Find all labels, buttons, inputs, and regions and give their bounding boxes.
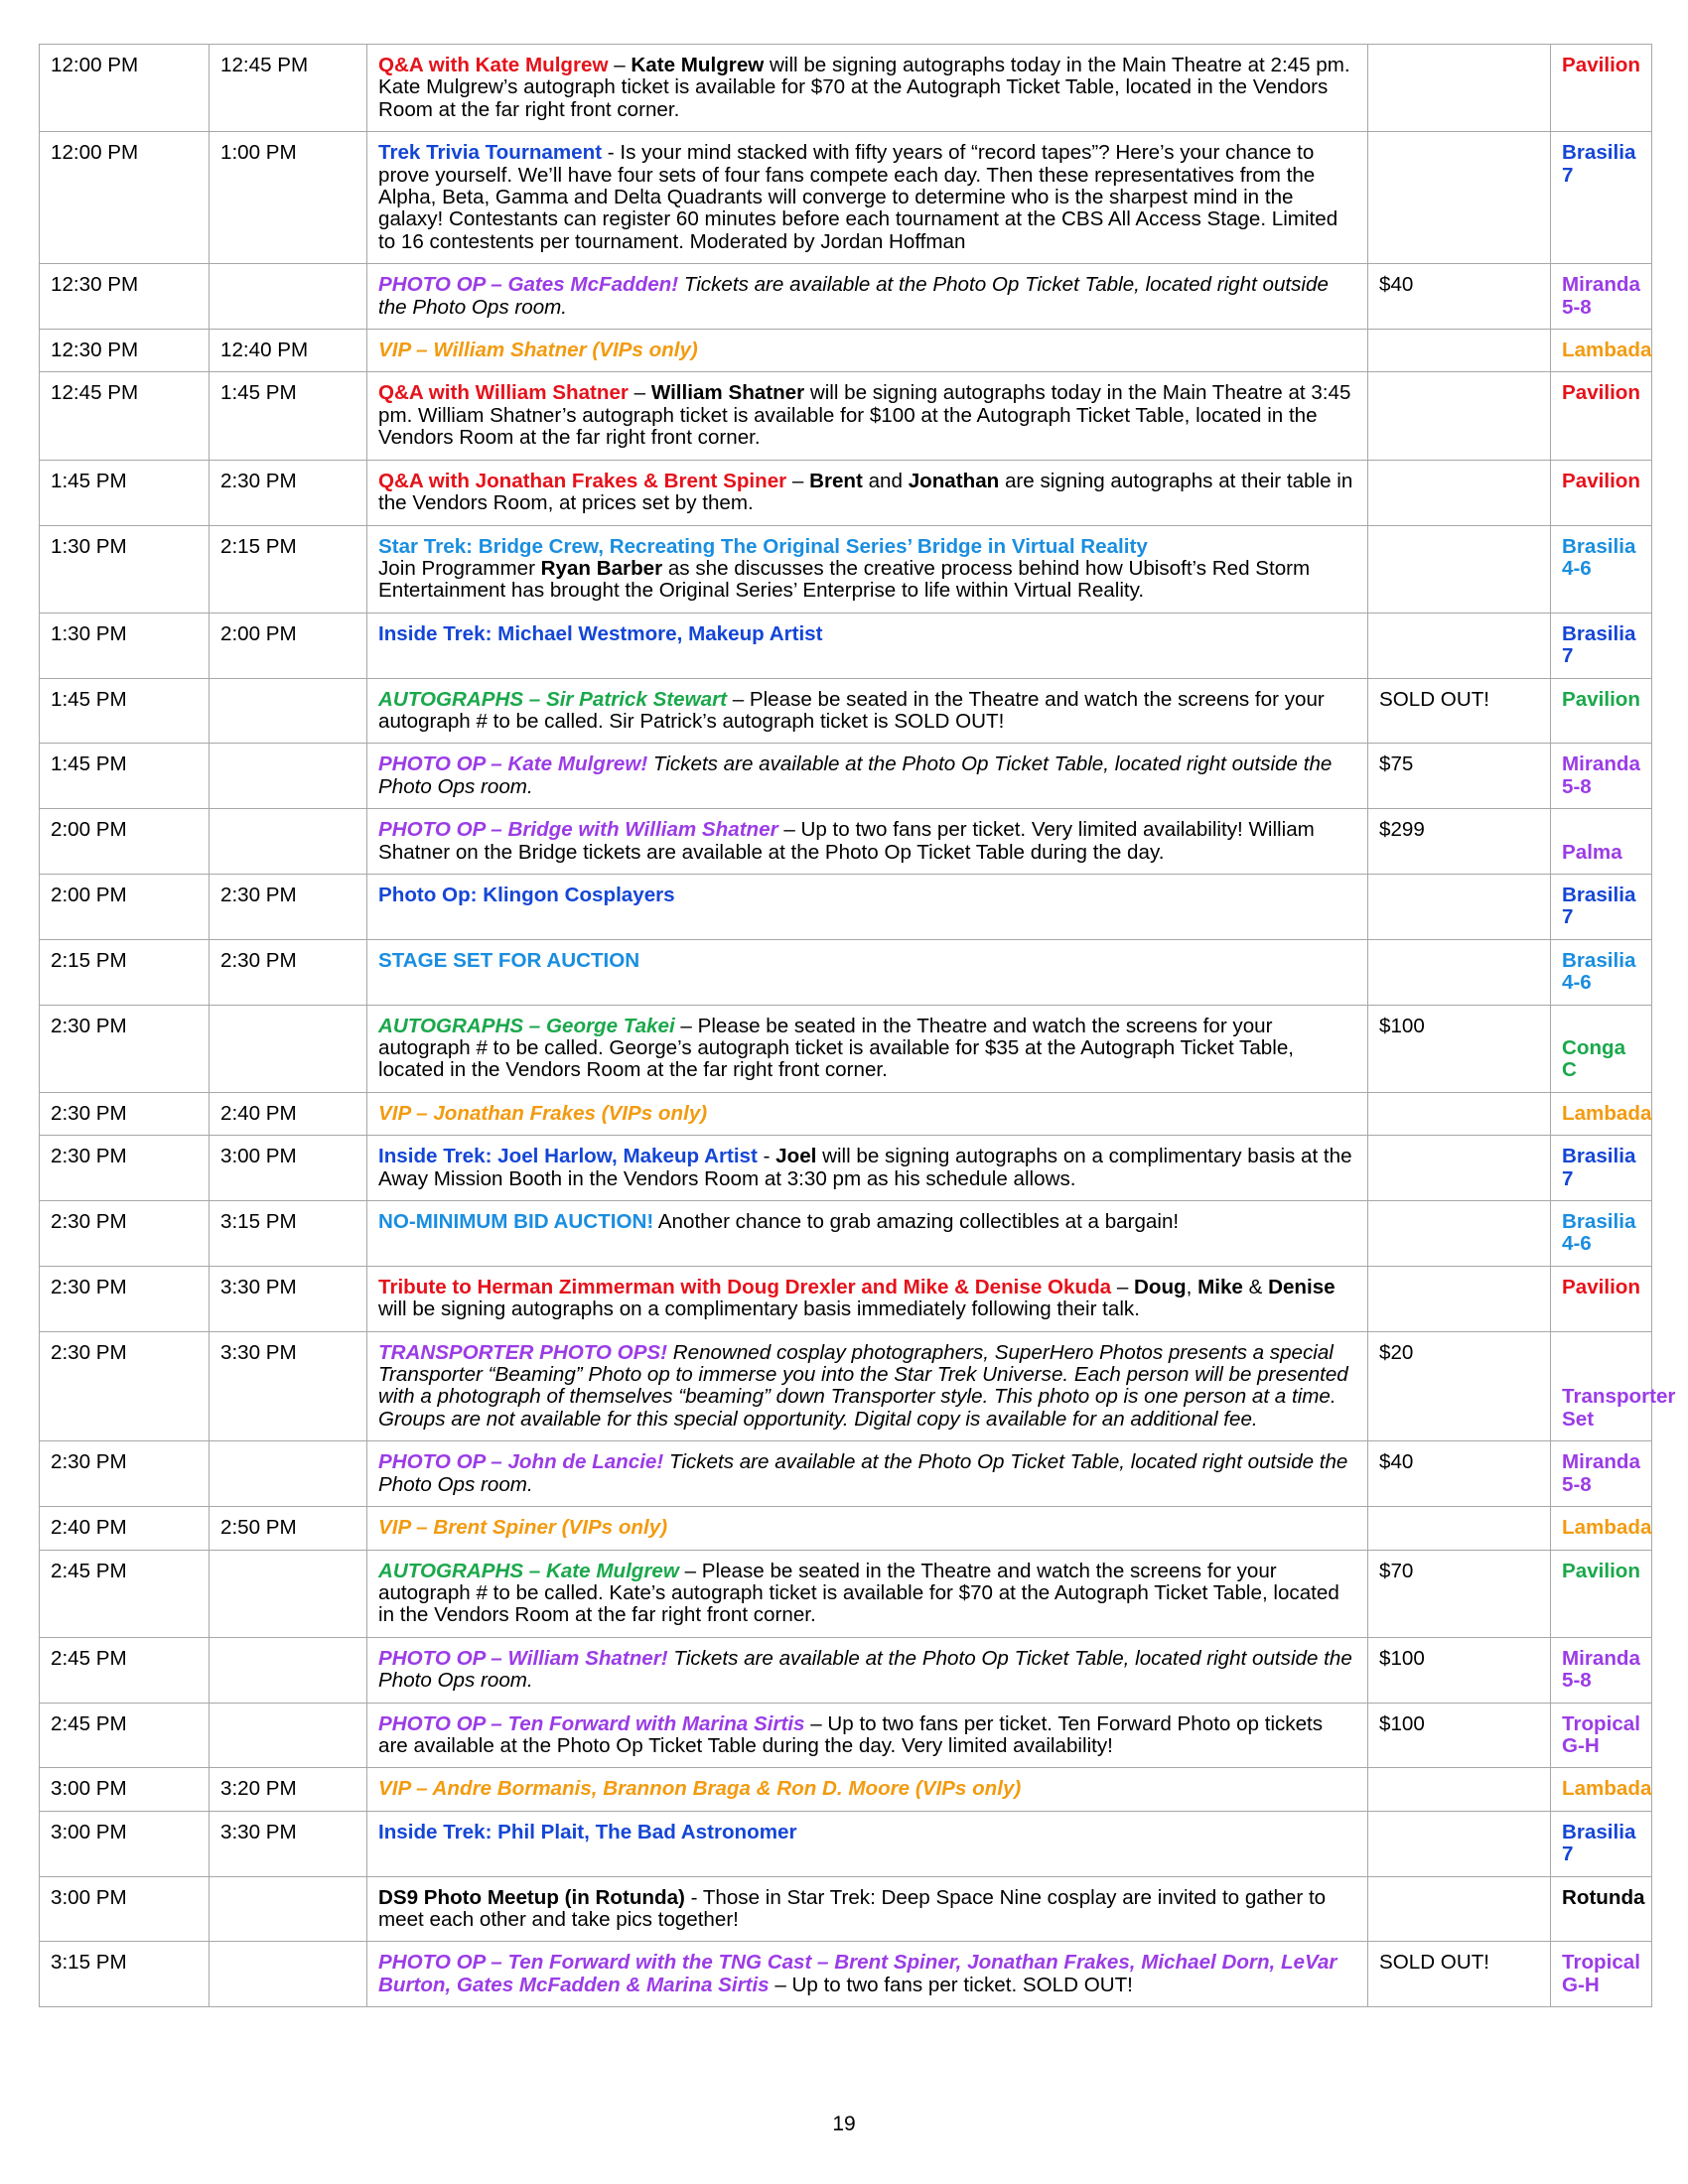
event-price	[1368, 525, 1551, 613]
event-description	[367, 1703, 1368, 1768]
event-price	[1368, 460, 1551, 525]
event-text: Tickets are available at the Photo Op Ticket Table, located right outside the Photo Ops room.	[378, 273, 1329, 319]
event-description	[367, 1768, 1368, 1811]
event-text: will be signing autographs today in the Main Theatre at 3:45 pm. William Shatner’s autograph ticket is available for $100 at the Autograph Ticket Table, located in the Vendors Room at the far right front corner.	[378, 381, 1351, 450]
end-time: 2:15 PM	[210, 525, 367, 613]
schedule-table	[39, 44, 1676, 2007]
event-title: PHOTO OP – Kate Mulgrew!	[378, 752, 648, 776]
event-description	[367, 613, 1368, 678]
event-room: Lambada	[1551, 1507, 1652, 1550]
event-room: Brasilia 4-6	[1551, 1201, 1652, 1267]
event-text: Jonathan	[908, 469, 1000, 492]
event-text: – Up to two fans per ticket. Very limited availability! William Shatner on the Bridge tickets are available at the Photo Op Ticket Table during the day.	[378, 818, 1315, 864]
end-time	[210, 1703, 367, 1768]
event-price	[1368, 1811, 1551, 1876]
event-title: PHOTO OP – Ten Forward with Marina Sirtis	[378, 1711, 805, 1735]
event-title: Tribute to Herman Zimmerman with Doug Drexler and Mike & Denise Okuda	[378, 1275, 1112, 1298]
event-text: –	[628, 381, 651, 405]
event-text: Mike	[1197, 1275, 1243, 1298]
event-title: Inside Trek: Phil Plait, The Bad Astronomer	[378, 1820, 797, 1843]
event-text: will be signing autographs today in the Main Theatre at 2:45 pm. Kate Mulgrew’s autograph ticket is available for $70 at the Autograph Ticket Table, located in the Vendors Room at the far right front corner.	[378, 54, 1350, 121]
event-price: $100	[1368, 1005, 1551, 1092]
start-time: 12:45 PM	[40, 372, 210, 460]
event-room: Pavilion	[1551, 678, 1652, 744]
event-room: Brasilia 7	[1551, 874, 1652, 939]
event-room: Brasilia 7	[1551, 613, 1652, 678]
event-title: DS9 Photo Meetup (in Rotunda)	[378, 1885, 685, 1909]
schedule-row	[40, 939, 1652, 1005]
schedule-row	[40, 1768, 1652, 1811]
event-room: Tropical G-H	[1551, 1942, 1652, 2007]
start-time: 12:00 PM	[40, 132, 210, 264]
event-description	[367, 330, 1368, 372]
schedule-row	[40, 1331, 1652, 1441]
event-title: Star Trek: Bridge Crew, Recreating The Original Series’ Bridge in Virtual Reality	[378, 534, 1148, 558]
schedule-row	[40, 1201, 1652, 1267]
event-room: Brasilia 4-6	[1551, 525, 1652, 613]
start-time: 2:30 PM	[40, 1136, 210, 1201]
event-title: Q&A with Kate Mulgrew	[378, 54, 609, 76]
event-description	[367, 1876, 1368, 1942]
event-text: –	[786, 469, 810, 492]
start-time: 1:45 PM	[40, 460, 210, 525]
event-text: – Up to two fans per ticket. SOLD OUT!	[769, 1973, 1133, 1996]
schedule-row	[40, 45, 1652, 132]
event-text: will be signing autographs on a complimentary basis at the Away Mission Booth in the Vendors Room at 3:30 pm as his schedule allows.	[378, 1145, 1352, 1190]
schedule-row	[40, 1092, 1652, 1135]
event-text: Doug	[1134, 1275, 1187, 1298]
schedule-row	[40, 809, 1652, 875]
event-description	[367, 678, 1368, 744]
event-title: Q&A with Jonathan Frakes & Brent Spiner	[378, 469, 787, 492]
event-room: Lambada	[1551, 330, 1652, 372]
event-room: Pavilion	[1551, 1266, 1652, 1331]
event-text: ,	[1186, 1275, 1198, 1298]
start-time: 1:45 PM	[40, 678, 210, 744]
schedule-row	[40, 525, 1652, 613]
event-room: Rotunda	[1551, 1876, 1652, 1942]
event-description	[367, 1811, 1368, 1876]
event-room: Pavilion	[1551, 372, 1652, 460]
end-time: 1:45 PM	[210, 372, 367, 460]
schedule-row	[40, 1441, 1652, 1507]
event-description	[367, 525, 1368, 613]
event-title: PHOTO OP – Bridge with William Shatner	[378, 818, 778, 842]
event-room: Transporter Set	[1551, 1331, 1652, 1441]
event-title: PHOTO OP – Ten Forward with the TNG Cast – Brent Spiner, Jonathan Frakes, Michael Dorn, LeVar Burton, Gates McFadden & Marina Sirtis	[378, 1951, 1337, 1996]
event-description	[367, 1637, 1368, 1703]
start-time: 3:00 PM	[40, 1768, 210, 1811]
event-room: Miranda 5-8	[1551, 1441, 1652, 1507]
event-text: Tickets are available at the Photo Op Ticket Table, located right outside the Photo Ops room.	[378, 1646, 1352, 1693]
event-text: &	[1242, 1275, 1269, 1298]
event-text: will be signing autographs on a complimentary basis immediately following their talk.	[378, 1297, 1140, 1321]
schedule-row	[40, 613, 1652, 678]
event-title: Inside Trek: Joel Harlow, Makeup Artist	[378, 1145, 758, 1168]
event-text: Another chance to grab amazing collectibles at a bargain!	[653, 1210, 1180, 1234]
event-title: VIP – Brent Spiner (VIPs only)	[378, 1516, 668, 1540]
event-title: PHOTO OP – Gates McFadden!	[378, 273, 679, 297]
schedule-row	[40, 1005, 1652, 1092]
event-title: Inside Trek: Michael Westmore, Makeup Artist	[378, 621, 823, 645]
event-text: - Is your mind stacked with fifty years of “record tapes”? Here’s your chance to prove yourself. We’ll have four sets of four fans compete each day. Then these representatives from the Alpha, Beta, Gamma and Delta Quadrants will converge to determine who is the sharpest mind in the galaxy! Contestants can register 60 minutes before each tournament at the CBS All Access Stage. Limited to 16 contestents per tournament. Moderated by Jordan Hoffman	[378, 141, 1338, 253]
event-description	[367, 809, 1368, 875]
event-price: $40	[1368, 264, 1551, 330]
end-time: 2:30 PM	[210, 460, 367, 525]
event-text: Renowned cosplay photographers, SuperHero Photos presents a special Transporter “Beaming” Photo op to immerse you into the Star Trek Universe. Each person will be presented with a photograph of themselves “beaming” down Transporter style. This photo op is one person at a time. Groups are not available for this special opportunity. Digital copy is available for an additional fee.	[378, 1340, 1348, 1431]
event-text: Ryan Barber	[540, 556, 663, 580]
event-room: Brasilia 4-6	[1551, 939, 1652, 1005]
event-text: – Please be seated in the Theatre and watch the screens for your autograph # to be called. Kate’s autograph ticket is available for $70 at the Autograph Ticket Table, located in the Vendors Room at the far right front corner.	[378, 1559, 1339, 1627]
event-description	[367, 264, 1368, 330]
end-time	[210, 809, 367, 875]
end-time	[210, 1876, 367, 1942]
start-time: 1:30 PM	[40, 613, 210, 678]
end-time: 3:30 PM	[210, 1266, 367, 1331]
event-text: William Shatner	[650, 381, 805, 405]
event-room: Brasilia 7	[1551, 1136, 1652, 1201]
event-text: Joel	[775, 1145, 817, 1168]
event-price: $299	[1368, 809, 1551, 875]
event-room: Tropical G-H	[1551, 1703, 1652, 1768]
start-time: 2:30 PM	[40, 1005, 210, 1092]
event-title: VIP – Andre Bormanis, Brannon Braga & Ron D. Moore (VIPs only)	[378, 1777, 1022, 1801]
end-time	[210, 678, 367, 744]
page-number: 19	[832, 2113, 856, 2135]
start-time: 2:30 PM	[40, 1331, 210, 1441]
end-time	[210, 1942, 367, 2007]
event-text: and	[862, 469, 909, 492]
event-price	[1368, 1507, 1551, 1550]
event-description	[367, 1005, 1368, 1092]
event-text: - Those in Star Trek: Deep Space Nine cosplay are invited to gather to meet each other and take pics together!	[378, 1885, 1327, 1931]
event-room: Pavilion	[1551, 1550, 1652, 1637]
start-time: 1:45 PM	[40, 744, 210, 809]
event-price	[1368, 1266, 1551, 1331]
event-text: Join Programmer	[378, 556, 535, 580]
end-time	[210, 1550, 367, 1637]
start-time: 2:00 PM	[40, 809, 210, 875]
event-price: SOLD OUT!	[1368, 678, 1551, 744]
event-description	[367, 1092, 1368, 1135]
event-price	[1368, 1201, 1551, 1267]
event-text: Kate Mulgrew	[631, 54, 765, 76]
event-room: Pavilion	[1551, 460, 1652, 525]
schedule-row	[40, 1266, 1652, 1331]
start-time: 12:30 PM	[40, 330, 210, 372]
event-price	[1368, 939, 1551, 1005]
start-time: 2:30 PM	[40, 1201, 210, 1267]
event-text: Tickets are available at the Photo Op Ticket Table, located right outside the Photo Ops room.	[378, 752, 1333, 798]
schedule-row	[40, 874, 1652, 939]
end-time	[210, 744, 367, 809]
start-time: 2:40 PM	[40, 1507, 210, 1550]
event-price: $20	[1368, 1331, 1551, 1441]
event-room: Palma	[1551, 809, 1652, 875]
schedule-row	[40, 1876, 1652, 1942]
start-time: 2:45 PM	[40, 1550, 210, 1637]
event-price	[1368, 1092, 1551, 1135]
schedule-row	[40, 330, 1652, 372]
event-room: Miranda 5-8	[1551, 1637, 1652, 1703]
start-time: 3:00 PM	[40, 1811, 210, 1876]
event-price: $100	[1368, 1637, 1551, 1703]
start-time: 2:30 PM	[40, 1266, 210, 1331]
event-text: Brent	[809, 469, 863, 492]
event-description	[367, 1331, 1368, 1441]
event-description	[367, 1201, 1368, 1267]
event-title: PHOTO OP – John de Lancie!	[378, 1450, 664, 1474]
end-time	[210, 1005, 367, 1092]
start-time: 12:30 PM	[40, 264, 210, 330]
end-time: 2:00 PM	[210, 613, 367, 678]
event-description	[367, 45, 1368, 132]
end-time: 12:45 PM	[210, 45, 367, 132]
schedule-row	[40, 264, 1652, 330]
event-price	[1368, 1768, 1551, 1811]
end-time: 1:00 PM	[210, 132, 367, 264]
event-description	[367, 744, 1368, 809]
event-room: Brasilia 7	[1551, 1811, 1652, 1876]
end-time: 2:50 PM	[210, 1507, 367, 1550]
event-title: TRANSPORTER PHOTO OPS!	[378, 1340, 668, 1364]
event-description	[367, 874, 1368, 939]
start-time: 2:15 PM	[40, 939, 210, 1005]
event-room: Lambada	[1551, 1768, 1652, 1811]
event-description	[367, 1266, 1368, 1331]
schedule-row	[40, 1942, 1652, 2007]
schedule-row	[40, 372, 1652, 460]
end-time: 3:30 PM	[210, 1811, 367, 1876]
event-room: Conga C	[1551, 1005, 1652, 1092]
schedule-row	[40, 1637, 1652, 1703]
event-title: AUTOGRAPHS – George Takei	[378, 1014, 675, 1037]
event-title: VIP – Jonathan Frakes (VIPs only)	[378, 1101, 708, 1125]
event-room: Pavilion	[1551, 45, 1652, 132]
schedule-row	[40, 132, 1652, 264]
start-time: 3:15 PM	[40, 1942, 210, 2007]
start-time: 3:00 PM	[40, 1876, 210, 1942]
schedule-row	[40, 460, 1652, 525]
event-price: SOLD OUT!	[1368, 1942, 1551, 2007]
schedule-row	[40, 1811, 1652, 1876]
event-description	[367, 1507, 1368, 1550]
event-price: $100	[1368, 1703, 1551, 1768]
event-description	[367, 132, 1368, 264]
schedule-row	[40, 744, 1652, 809]
schedule-row	[40, 1550, 1652, 1637]
schedule-row	[40, 1136, 1652, 1201]
start-time: 12:00 PM	[40, 45, 210, 132]
event-price	[1368, 132, 1551, 264]
event-description	[367, 1441, 1368, 1507]
schedule-body	[40, 45, 1676, 2007]
end-time	[210, 264, 367, 330]
event-price	[1368, 330, 1551, 372]
event-description	[367, 1136, 1368, 1201]
event-text: as she discusses the creative process behind how Ubisoft’s Red Storm Entertainment has brought the Original Series’ Enterprise to life within Virtual Reality.	[378, 556, 1311, 603]
end-time: 3:30 PM	[210, 1331, 367, 1441]
start-time: 2:45 PM	[40, 1637, 210, 1703]
end-time: 2:30 PM	[210, 939, 367, 1005]
end-time	[210, 1637, 367, 1703]
event-title: Trek Trivia Tournament	[378, 141, 603, 165]
start-time: 2:30 PM	[40, 1092, 210, 1135]
event-title: NO-MINIMUM BID AUCTION!	[378, 1210, 654, 1234]
event-text: – Up to two fans per ticket. Ten Forward Photo op tickets are available at the Photo Op Ticket Table during the day. Very limited availability!	[378, 1711, 1324, 1757]
schedule-row	[40, 1703, 1652, 1768]
event-description	[367, 1550, 1368, 1637]
event-title: PHOTO OP – William Shatner!	[378, 1646, 668, 1670]
schedule-row	[40, 1507, 1652, 1550]
end-time: 2:40 PM	[210, 1092, 367, 1135]
event-title: STAGE SET FOR AUCTION	[378, 948, 640, 972]
event-price	[1368, 1876, 1551, 1942]
event-text: Tickets are available at the Photo Op Ticket Table, located right outside the Photo Ops room.	[378, 1450, 1348, 1496]
event-text: Denise	[1268, 1275, 1336, 1298]
event-price: $75	[1368, 744, 1551, 809]
event-price: $40	[1368, 1441, 1551, 1507]
event-room: Miranda 5-8	[1551, 744, 1652, 809]
event-text: –	[608, 54, 632, 76]
event-price: $70	[1368, 1550, 1551, 1637]
end-time: 3:20 PM	[210, 1768, 367, 1811]
start-time: 2:30 PM	[40, 1441, 210, 1507]
start-time: 1:30 PM	[40, 525, 210, 613]
end-time: 3:00 PM	[210, 1136, 367, 1201]
event-price	[1368, 372, 1551, 460]
event-price	[1368, 45, 1551, 132]
event-title: Photo Op: Klingon Cosplayers	[378, 883, 675, 906]
event-description	[367, 372, 1368, 460]
event-price	[1368, 874, 1551, 939]
event-room: Miranda 5-8	[1551, 264, 1652, 330]
event-text: –	[1111, 1275, 1135, 1298]
event-description	[367, 460, 1368, 525]
event-text: are signing autographs at their table in the Vendors Room, at prices set by them.	[378, 469, 1353, 515]
event-title: AUTOGRAPHS – Sir Patrick Stewart	[378, 687, 727, 711]
start-time: 2:45 PM	[40, 1703, 210, 1768]
event-title: Q&A with William Shatner	[378, 381, 629, 405]
start-time: 2:00 PM	[40, 874, 210, 939]
event-room: Brasilia 7	[1551, 132, 1652, 264]
event-room: Lambada	[1551, 1092, 1652, 1135]
event-text: -	[757, 1145, 776, 1168]
end-time	[210, 1441, 367, 1507]
event-title: VIP – William Shatner (VIPs only)	[378, 339, 698, 362]
event-price	[1368, 1136, 1551, 1201]
end-time: 3:15 PM	[210, 1201, 367, 1267]
event-price	[1368, 613, 1551, 678]
event-title: AUTOGRAPHS – Kate Mulgrew	[378, 1559, 679, 1582]
event-description	[367, 939, 1368, 1005]
end-time: 2:30 PM	[210, 874, 367, 939]
schedule-row	[40, 678, 1652, 744]
event-text: – Please be seated in the Theatre and watch the screens for your autograph # to be called. George’s autograph ticket is available for $35 at the Autograph Ticket Table, located in the Vendors Room at the far right front corner.	[378, 1014, 1294, 1082]
end-time: 12:40 PM	[210, 330, 367, 372]
event-text: – Please be seated in the Theatre and watch the screens for your autograph # to be called. Sir Patrick’s autograph ticket is SOLD OUT!	[378, 687, 1325, 733]
event-description	[367, 1942, 1368, 2007]
